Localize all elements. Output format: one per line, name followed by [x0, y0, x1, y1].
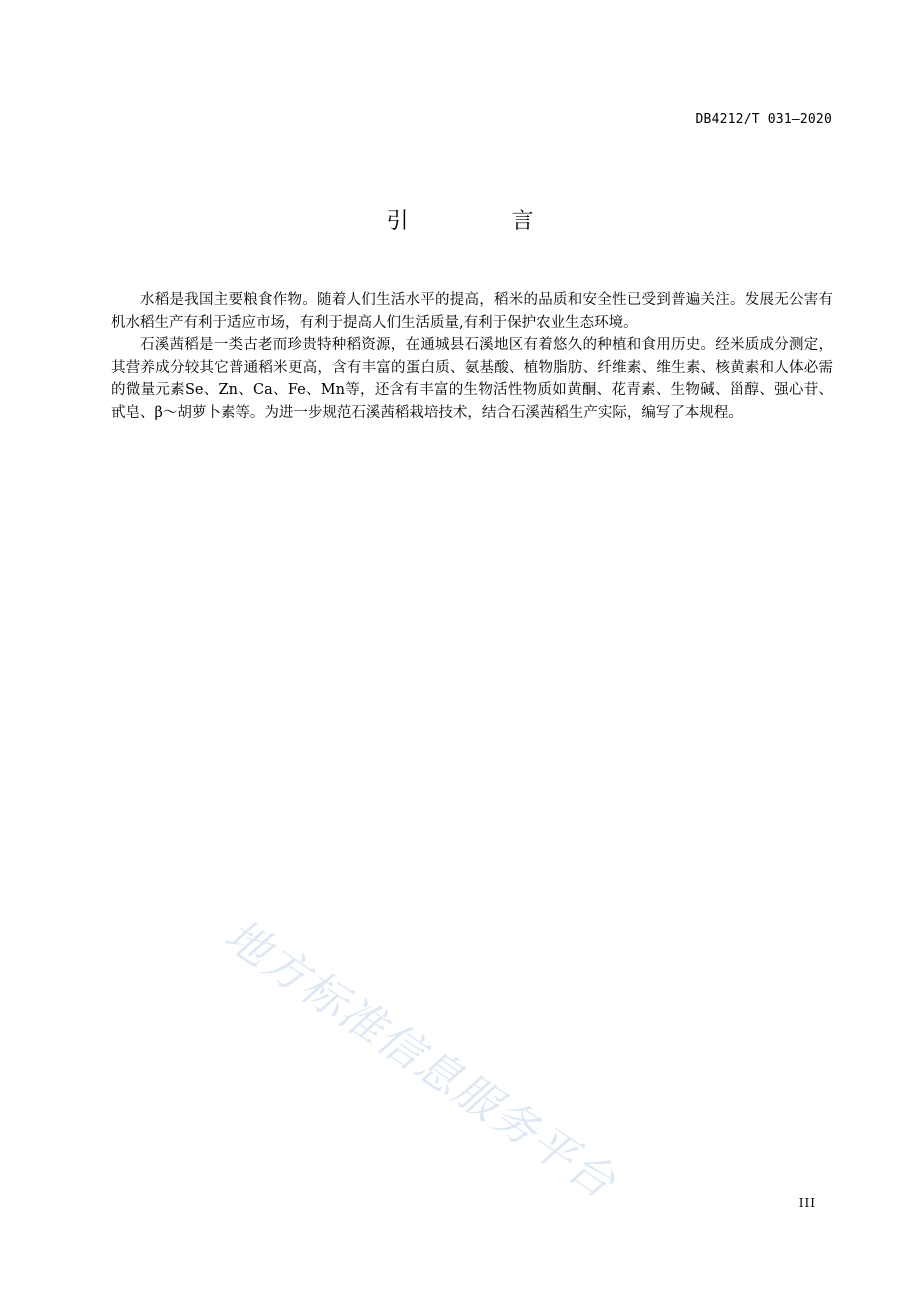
- document-code: DB4212/T 031—2020: [695, 112, 832, 127]
- paragraph: 石溪茜稻是一类古老而珍贵特种稻资源，在通城县石溪地区有着悠久的种植和食用历史。经米质成分测定，其营养成分较其它普通稻米更高，含有丰富的蛋白质、氨基酸、植物脂肪、纤维素、维生素、核黄素和人体必需的微量元素Se、Zn、Ca、Fe、Mn等，还含有丰富的生物活性物质如黄酮、花青素、生物碱、甾醇、强心苷、甙皂、β～胡萝卜素等。为进一步规范石溪茜稻栽培技术，结合石溪茜稻生产实际，编写了本规程。: [111, 337, 833, 421]
- page-title: 引 言: [386, 209, 582, 234]
- body-text: [111, 289, 833, 424]
- page-number: III: [798, 1196, 816, 1210]
- watermark: 地方标准信息服务平台: [215, 909, 626, 1210]
- paragraph: 水稻是我国主要粮食作物。随着人们生活水平的提高，稻米的品质和安全性已受到普遍关注。发展无公害有机水稻生产有利于适应市场，有利于提高人们生活质量,有利于保护农业生态环境。: [111, 292, 833, 331]
